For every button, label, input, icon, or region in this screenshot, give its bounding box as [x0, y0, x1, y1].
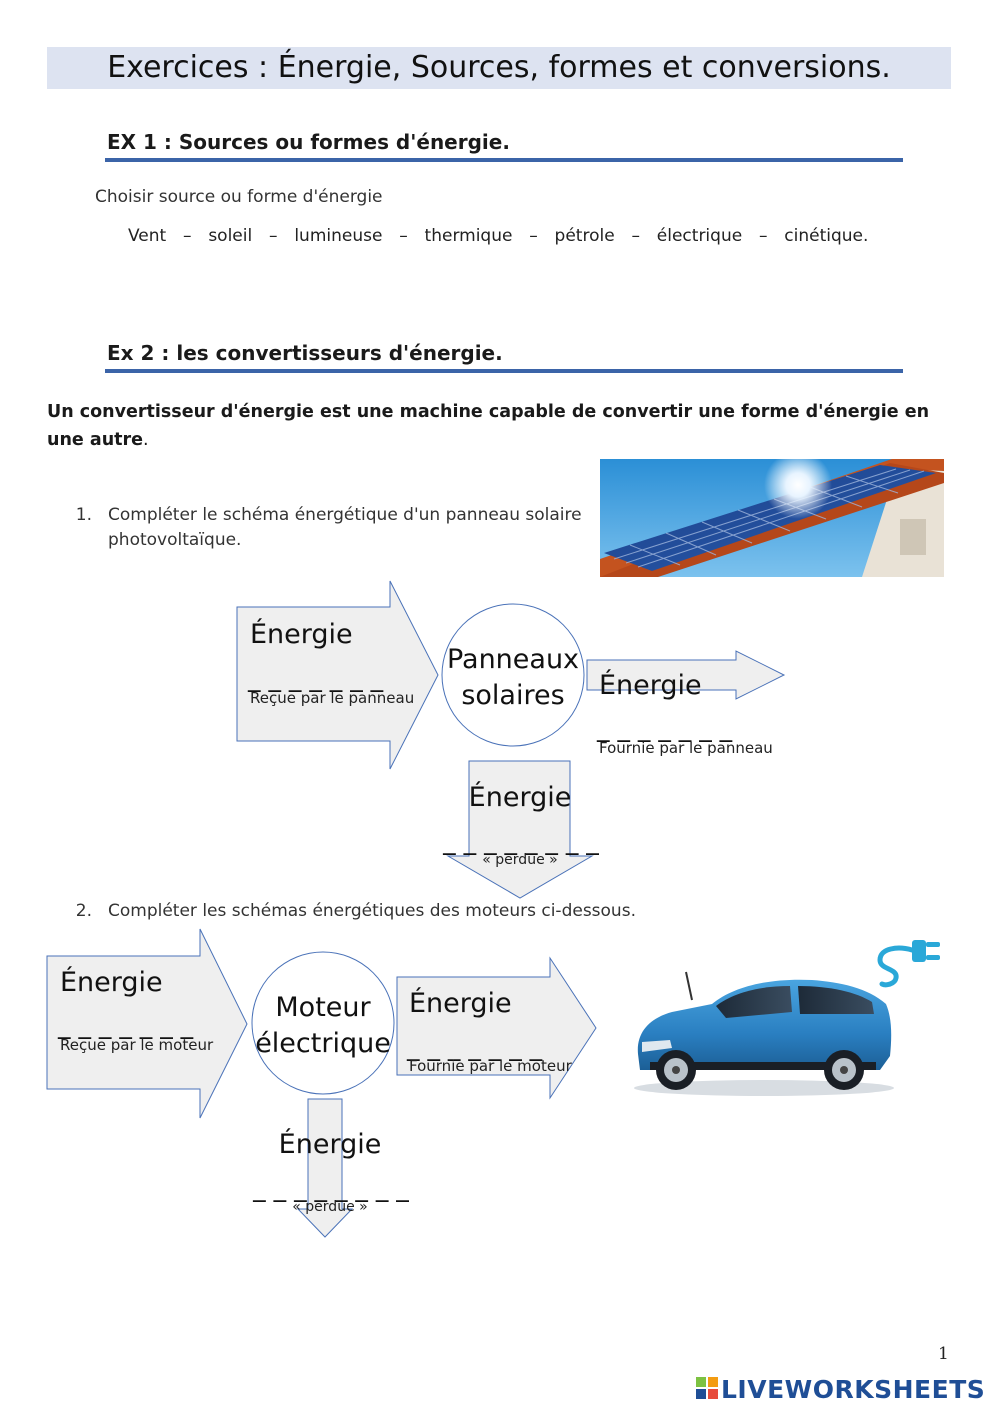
- input-energy-blank: _ _ _ _ _ _ _: [58, 1010, 194, 1039]
- lost-energy-label: Énergie: [278, 1129, 382, 1160]
- liveworksheets-brand: LIVEWORKSHEETS: [721, 1375, 986, 1404]
- converter-circle: [252, 952, 394, 1094]
- output-energy-blank: _ _ _ _ _ _ _: [597, 713, 733, 742]
- q1-text-line1: Compléter le schéma énergétique d'un panneau solaire: [108, 505, 582, 525]
- output-energy-caption: Fournie par le moteur: [409, 1057, 572, 1075]
- ex1-heading: EX 1 : Sources ou formes d'énergie.: [107, 130, 510, 154]
- q1-number: 1.: [75, 505, 92, 525]
- lost-energy-caption: « perdue »: [482, 852, 558, 868]
- output-energy-caption: Fournie par le panneau: [599, 739, 773, 757]
- liveworksheets-logo-icon: [696, 1377, 718, 1399]
- ex2-heading: Ex 2 : les convertisseurs d'énergie.: [107, 341, 503, 365]
- input-energy-caption: Reçue par le moteur: [60, 1036, 214, 1054]
- lost-energy-label: Énergie: [468, 782, 572, 813]
- converter-label-line2: électrique: [255, 1028, 391, 1059]
- ex2-definition-end: .: [143, 430, 149, 450]
- ex2-definition-bold: Un convertisseur d'énergie est une machine capable de convertir une forme d'énergie en une autre: [47, 402, 930, 450]
- ex2-heading-rule: [105, 369, 903, 373]
- output-energy-blank: _ _ _ _ _ _ _: [407, 1032, 543, 1061]
- solar-energy-diagram: [230, 578, 800, 900]
- output-energy-arrow: [397, 958, 596, 1098]
- ex1-word-list: Vent – soleil – lumineuse – thermique – pétrole – électrique – cinétique.: [128, 226, 869, 246]
- output-energy-label: Énergie: [599, 670, 702, 701]
- motor-energy-diagram: [40, 925, 600, 1241]
- page-title: Exercices : Énergie, Sources, formes et conversions.: [107, 50, 891, 85]
- lost-energy-arrow: [298, 1099, 352, 1237]
- input-energy-caption: Reçue par le panneau: [250, 689, 415, 707]
- converter-label-line1: Moteur: [275, 992, 371, 1023]
- q2-text: Compléter les schémas énergétiques des moteurs ci-dessous.: [108, 901, 636, 921]
- q2-number: 2.: [75, 901, 92, 921]
- ex2-definition: [47, 398, 947, 454]
- input-energy-blank: _ _ _ _ _ _ _: [248, 663, 384, 692]
- lost-energy-blank: _ _ _ _ _ _ _ _: [443, 826, 599, 855]
- solar-panel-photo: [600, 459, 944, 577]
- output-energy-label: Énergie: [409, 988, 512, 1019]
- page-number: 1: [938, 1344, 949, 1364]
- lost-energy-caption: « perdue »: [292, 1199, 368, 1215]
- converter-label-line1: Panneaux: [446, 644, 580, 675]
- lost-energy-blank: _ _ _ _ _ _ _ _: [253, 1173, 409, 1202]
- ex1-heading-rule: [105, 158, 903, 162]
- ex1-instruction: Choisir source ou forme d'énergie: [95, 187, 383, 207]
- electric-car-photo: [630, 970, 898, 1100]
- q1-text-line2: photovoltaïque.: [108, 530, 242, 550]
- converter-label-line2: solaires: [461, 680, 565, 711]
- input-energy-label: Énergie: [60, 967, 163, 998]
- input-energy-label: Énergie: [250, 619, 353, 650]
- converter-circle: [442, 604, 584, 746]
